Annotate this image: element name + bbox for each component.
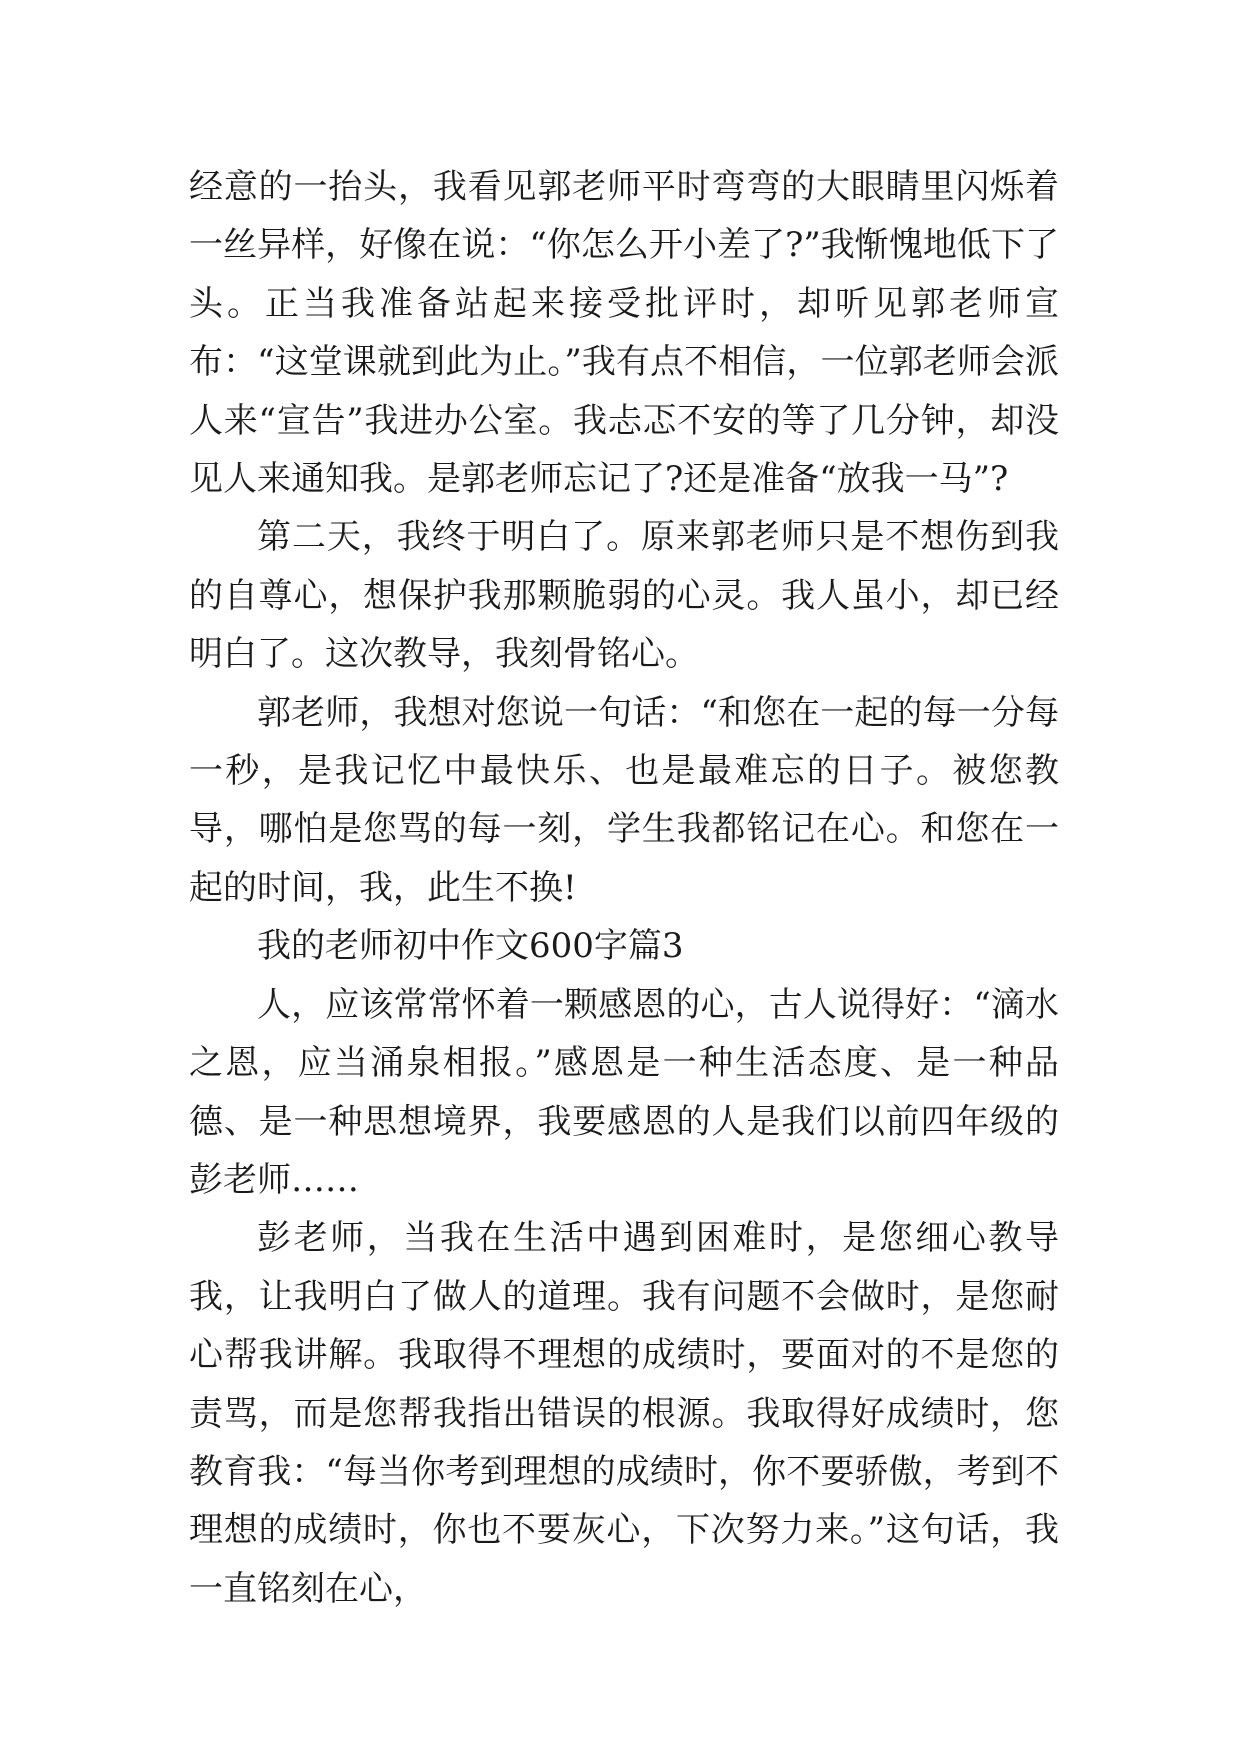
paragraph-continued: 经意的一抬头，我看见郭老师平时弯弯的大眼睛里闪烁着一丝异样，好像在说：“你怎么开小差了?”我惭愧地低下了头。正当我准备站起来接受批评时，却听见郭老师宣布：“这堂课就到此为止。”我有点不相信，一位郭老师会派人来“宣告”我进办公室。我忐忑不安的等了几分钟，却没见人来通知我。是郭老师忘记了?还是准备“放我一马”? (189, 167, 1059, 500)
section-title: 我的老师初中作文600字篇3 (257, 926, 684, 967)
paragraph: 彭老师，当我在生活中遇到困难时，是您细心教导我，让我明白了做人的道理。我有问题不会做时，是您耐心帮我讲解。我取得不理想的成绩时，要面对的不是您的责骂，而是您帮我指出错误的根源。我取得好成绩时，您教育我：“每当你考到理想的成绩时，你不要骄傲，考到不理想的成绩时，你也不要灰心，下次努力来。”这句话，我一直铭刻在心， (189, 1218, 1059, 1609)
document-body (189, 158, 1059, 1618)
paragraph: 郭老师，我想对您说一句话：“和您在一起的每一分每一秒，是我记忆中最快乐、也是最难忘的日子。被您教导，哪怕是您骂的每一刻，学生我都铭记在心。和您在一起的时间，我，此生不换! (189, 692, 1059, 908)
paragraph: 第二天，我终于明白了。原来郭老师只是不想伤到我的自尊心，想保护我那颗脆弱的心灵。我人虽小，却已经明白了。这次教导，我刻骨铭心。 (189, 517, 1059, 675)
paragraph: 人，应该常常怀着一颗感恩的心，古人说得好：“滴水之恩，应当涌泉相报。”感恩是一种生活态度、是一种品德、是一种思想境界，我要感恩的人是我们以前四年级的彭老师…… (189, 984, 1059, 1200)
